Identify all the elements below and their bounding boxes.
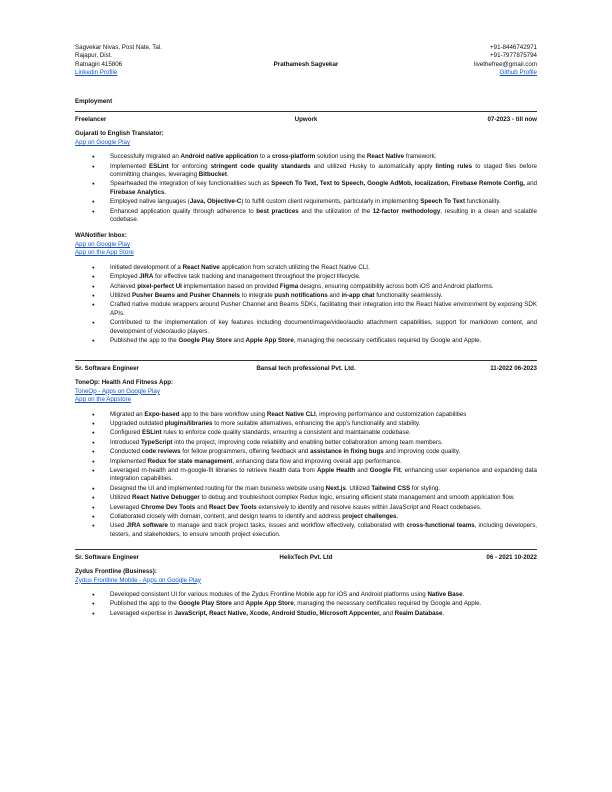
- job-dates: 11-2022 06-2023: [490, 365, 537, 373]
- bullet-item: ● Crafted native module wrappers around Pusher Channel and Beams SDKs, facilitating their integration into the React Native environment by exposing SDK APIs.: [75, 301, 537, 318]
- project-title: Gujarati to English Translator:: [75, 130, 164, 138]
- job-header: [75, 365, 537, 376]
- app-store-link[interactable]: App on the Appstore: [75, 396, 132, 404]
- bullet-list: [75, 591, 537, 618]
- section-divider: [75, 360, 537, 361]
- app-store-link[interactable]: App on Google Play: [75, 138, 131, 146]
- section-divider: [75, 111, 537, 112]
- candidate-name: Prathamesh Sagvekar: [273, 61, 339, 68]
- resume-page: [75, 44, 537, 618]
- bullet-item: ● Contributed to the implementation of key features including document/image/video/audio attachment capabilities, support for markdown content, and development of video/audio players.: [75, 319, 537, 336]
- phone-secondary: +91-7977875794: [490, 52, 537, 60]
- phone-primary: +91-8446742971: [490, 44, 537, 51]
- bullet-item: ● Implemented Redux for state management, enhancing data flow and improving overall app performance.: [75, 458, 537, 466]
- bullet-item: ● Collaborated closely with domain, content, and design teams to identify and address project challenges.: [75, 513, 537, 521]
- contact-details: [474, 44, 537, 78]
- address-line: Sagvekar Nivas, Post Nate, Tal.: [75, 44, 162, 51]
- project-title: Zydus Frontline (Business):: [75, 568, 157, 576]
- bullet-item: ● Employed native languages (Java, Objective-C) to fulfill custom client requirements, particularly in implementing Speech To Text functionality.: [75, 198, 537, 206]
- bullet-item: ● Enhanced application quality through adherence to best practices and the utilization of the 12-factor methodology, resulting in a clean and scalable codebase.: [75, 208, 537, 225]
- bullet-item: ● Utilized Pusher Beams and Pusher Channels to integrate push notifications and in-app chat functionality seamlessly.: [75, 292, 537, 300]
- address-line: Rajapur, Dist.: [75, 52, 113, 60]
- section-title-employment: Employment: [75, 98, 113, 105]
- section-divider: [75, 549, 537, 550]
- app-store-link[interactable]: Zydus Frontline Mobile - Apps on Google Play: [75, 576, 201, 584]
- bullet-item: ● Achieved pixel-perfect UI implementation based on provided Figma designs, ensuring compatibility across both iOS and Android platforms.: [75, 283, 537, 291]
- bullet-item: ● Successfully migrated an Android native application to a cross-platform solution using the React Native framework.: [75, 153, 537, 161]
- job-company: Bansal tech professional Pvt. Ltd.: [256, 365, 356, 373]
- bullet-item: ● Configured ESLint rules to enforce code quality standards, ensuring a consistent and maintainable codebase.: [75, 429, 537, 437]
- bullet-item: ● Designed the UI and implemented routing for the main business website using Next.js. Utilized Tailwind CSS for styling.: [75, 485, 537, 493]
- job-role: Sr. Software Engineer: [75, 554, 139, 562]
- bullet-item: ● Conducted code reviews for fellow programmers, offering feedback and assistance in fixing bugs and improving code quality.: [75, 448, 537, 456]
- bullet-item: ● Developed consistent UI for various modules of the Zydus Frontline Mobile app for iOS and Android platforms using Native Base.: [75, 591, 537, 599]
- bullet-item: ● Employed JIRA for effective task tracking and management throughout the project lifecycle.: [75, 273, 537, 281]
- bullet-list: [75, 264, 537, 346]
- bullet-item: ● Leveraged expertise in JavaScript, React Native, Xcode, Android Studio, Microsoft Appcenter, and Realm Database.: [75, 610, 537, 618]
- employment-list: [75, 111, 537, 618]
- email-address: livethefree@gmail.com: [473, 60, 537, 68]
- linkedin-link[interactable]: Linkedin Profile: [75, 69, 118, 77]
- bullet-item: ● Upgraded outdated plugins/libraries to more suitable alternatives, enhancing the app's functionality and stability.: [75, 420, 537, 428]
- resume-header: [75, 44, 537, 94]
- job-header: [75, 554, 537, 565]
- bullet-item: ● Leveraged rn-health and rn-google-fit libraries to retrieve health data from Apple Health and Google Fit, enhancing user experience and expanding data integration capabilities.: [75, 467, 537, 484]
- bullet-item: ● Leveraged Chrome Dev Tools and React Dev Tools extensively to identify and resolve issues within JavaScript and React codebases.: [75, 504, 537, 512]
- job-company: Upwork: [294, 116, 318, 124]
- app-store-link[interactable]: App on Google Play: [75, 240, 131, 248]
- bullet-item: ● Published the app to the Google Play Store and Apple App Store, managing the necessary certificates required by Google and Apple.: [75, 600, 537, 608]
- job-role: Freelancer: [75, 116, 107, 124]
- project-title: WANotifier Inbox:: [75, 232, 127, 240]
- project-title: ToneOp: Health And Fitness App:: [75, 379, 174, 387]
- bullet-list: [75, 153, 537, 224]
- job-dates: 06 - 2021 10-2022: [486, 554, 537, 562]
- bullet-item: ● Used JIRA software to manage and track project tasks, issues and workflow effectively, collaborated with cross-functional teams, including developers, testers, and stakeholders, to ensure smooth project execution.: [75, 522, 537, 539]
- bullet-item: ● Introduced TypeScript into the project, improving code reliability and enabling better collaboration among team members.: [75, 439, 537, 447]
- app-store-link[interactable]: ToneOp - Apps on Google Play: [75, 387, 160, 395]
- app-store-link[interactable]: App on the App Store: [75, 249, 134, 257]
- bullet-item: ● Utilized React Native Debugger to debug and troubleshoot complex Redux logic, ensuring efficient state management and smooth application flow.: [75, 494, 537, 502]
- job-role: Sr. Software Engineer: [75, 365, 139, 373]
- job-header: [75, 116, 537, 127]
- bullet-item: ● Implemented ESLint for enforcing stringent code quality standards and utilized Husky to automatically apply linting rules to staged files before committing changes, leveraging Bitbucket.: [75, 163, 537, 180]
- job-dates: 07-2023 - till now: [487, 116, 537, 124]
- bullet-item: ● Published the app to the Google Play Store and Apple App Store, managing the necessary certificates required by Google and Apple.: [75, 337, 537, 345]
- bullet-item: ● Initiated development of a React Native application from scratch utilizing the React Native CLI.: [75, 264, 537, 272]
- bullet-list: [75, 411, 537, 540]
- address-line: Ratnagiri 415806: [75, 60, 123, 68]
- bullet-item: ● Migrated an Expo-based app to the bare workflow using React Native CLI, improving performance and customization capabilities: [75, 411, 537, 419]
- bullet-item: ● Spearheaded the integration of key functionalities such as Speech To Text, Text to Speech, Google AdMob, localization, Firebase Remote Config, and Firebase Analytics.: [75, 180, 537, 197]
- job-company: HelixTech Pvt. Ltd: [279, 554, 333, 562]
- github-link[interactable]: Github Profile: [499, 69, 537, 77]
